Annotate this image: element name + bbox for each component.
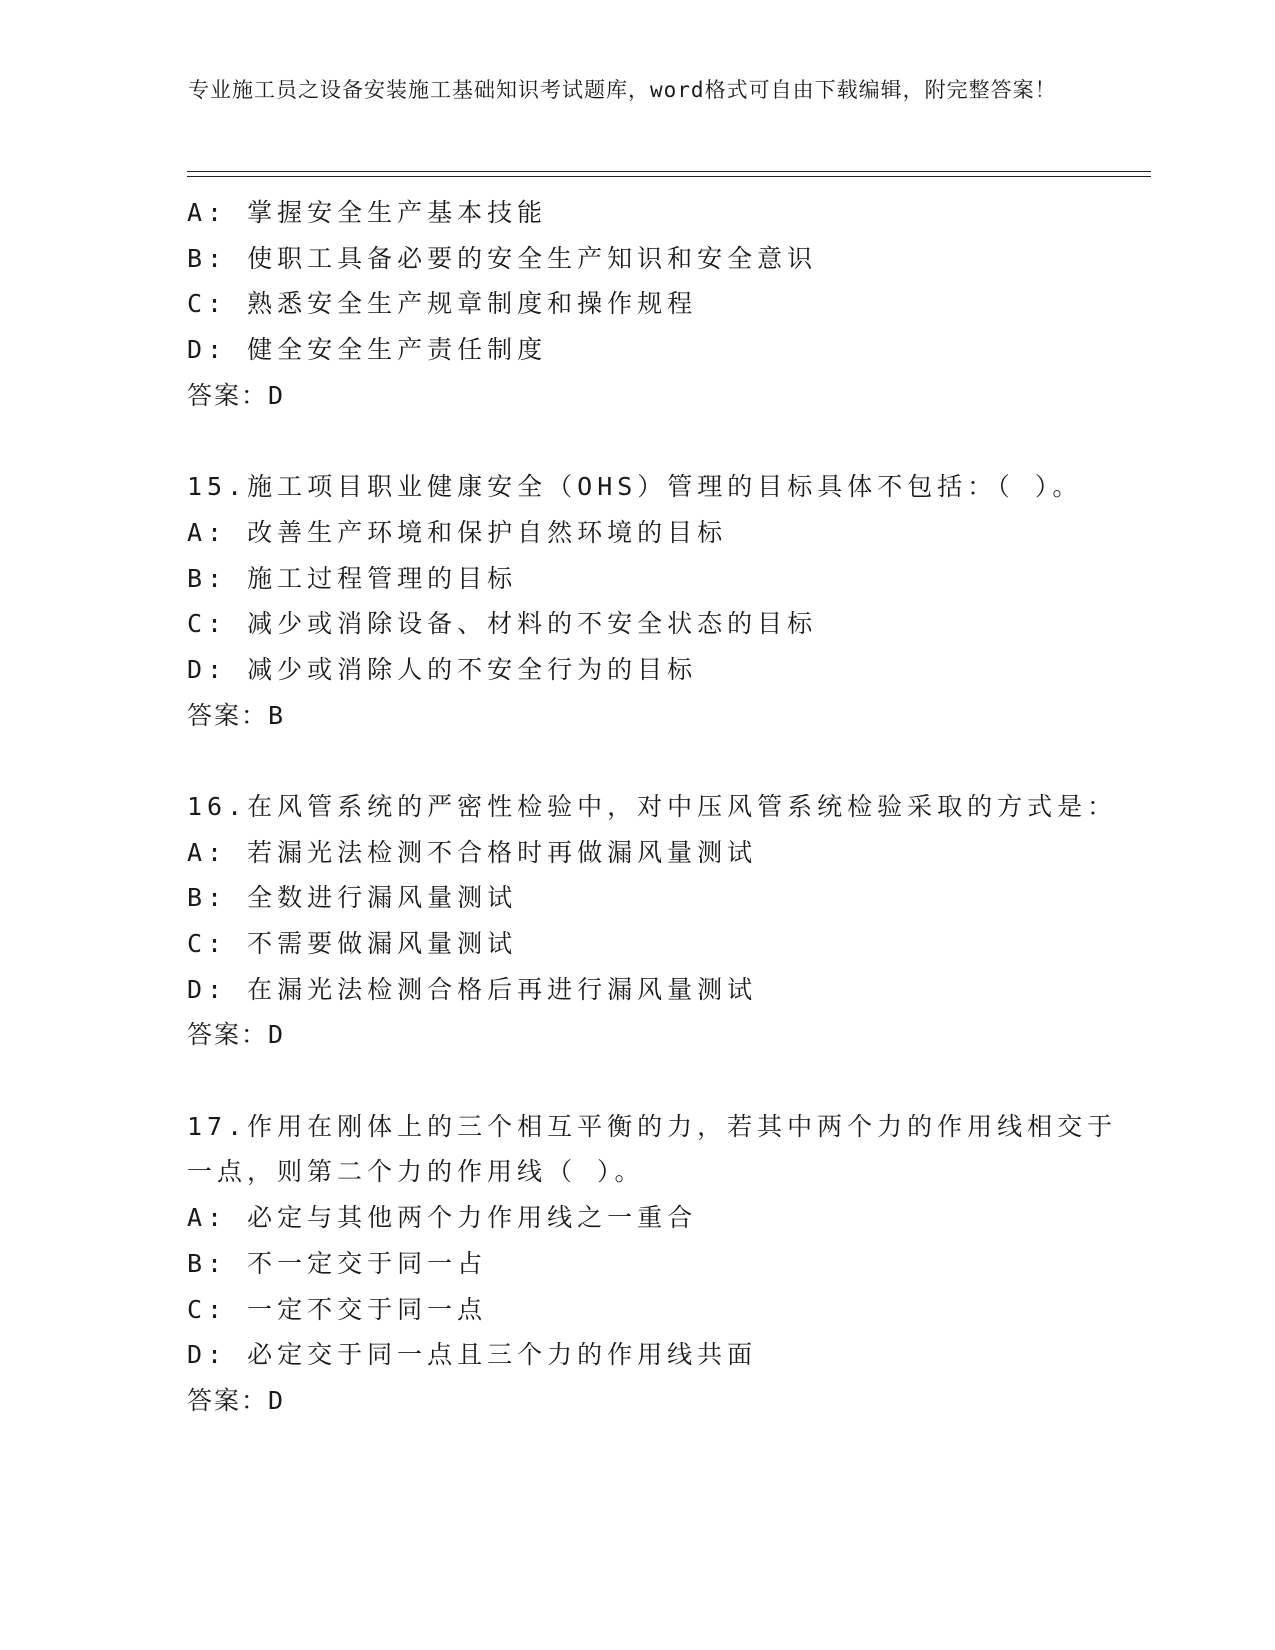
option-a: A: 必定与其他两个力作用线之一重合 [187,1203,698,1233]
option-a: A: 掌握安全生产基本技能 [187,198,548,227]
question-block-16 [187,784,1118,1058]
option-a: A: 改善生产环境和保护自然环境的目标 [187,517,728,547]
answer-label: 答案： [187,1385,269,1415]
option-d: D: 减少或消除人的不安全行为的目标 [187,654,698,684]
question-list [187,190,1118,1424]
document-header [188,74,1068,107]
option-b: B: 全数进行漏风量测试 [187,883,518,913]
option-a: A: 若漏光法检测不合格时再做漏风量测试 [187,837,758,867]
option-b: B: 使职工具备必要的安全生产知识和安全意识 [187,243,818,273]
option-d: D: 在漏光法检测合格后再进行漏风量测试 [187,974,758,1004]
question-stem: 16.在风管系统的严密性检验中，对中压风管系统检验采取的方式是： [187,791,1118,821]
option-c: C: 不需要做漏风量测试 [187,929,518,958]
header-rule-bottom [187,176,1151,177]
option-b: B: 不一定交于同一占 [187,1248,488,1278]
answer-value: B [268,700,287,730]
answer-line [187,1378,1087,1424]
answer-line [187,373,1087,419]
header-title: 专业施工员之设备安装施工基础知识考试题库，word格式可自由下载编辑，附完整答案！ [188,78,1057,102]
option-d: D: 必定交于同一点且三个力的作用线共面 [187,1340,758,1370]
answer-line [187,693,1087,739]
option-c: C: 熟悉安全生产规章制度和操作规程 [187,289,698,319]
option-d: D: 健全安全生产责任制度 [187,335,548,365]
answer-label: 答案： [187,700,269,730]
question-stem: 15.施工项目职业健康安全（OHS）管理的目标具体不包括：（ ）。 [187,472,1083,502]
answer-value: D [268,1020,287,1050]
question-block-15 [187,464,1087,738]
answer-value: D [268,380,287,410]
question-stem-line-2: 一点，则第二个力的作用线（ ）。 [187,1157,645,1187]
answer-label: 答案： [187,380,269,410]
question-block-14 [187,190,1087,418]
answer-label: 答案： [187,1020,269,1050]
header-rule-top [187,171,1151,172]
answer-line [187,1012,1087,1058]
option-b: B: 施工过程管理的目标 [187,563,518,593]
question-block-17 [187,1104,1118,1424]
option-c: C: 减少或消除设备、材料的不安全状态的目标 [187,609,818,639]
option-c: C: 一定不交于同一点 [187,1294,488,1324]
answer-value: D [268,1385,287,1415]
question-stem-line-1: 17.作用在刚体上的三个相互平衡的力，若其中两个力的作用线相交于 [187,1111,1118,1141]
